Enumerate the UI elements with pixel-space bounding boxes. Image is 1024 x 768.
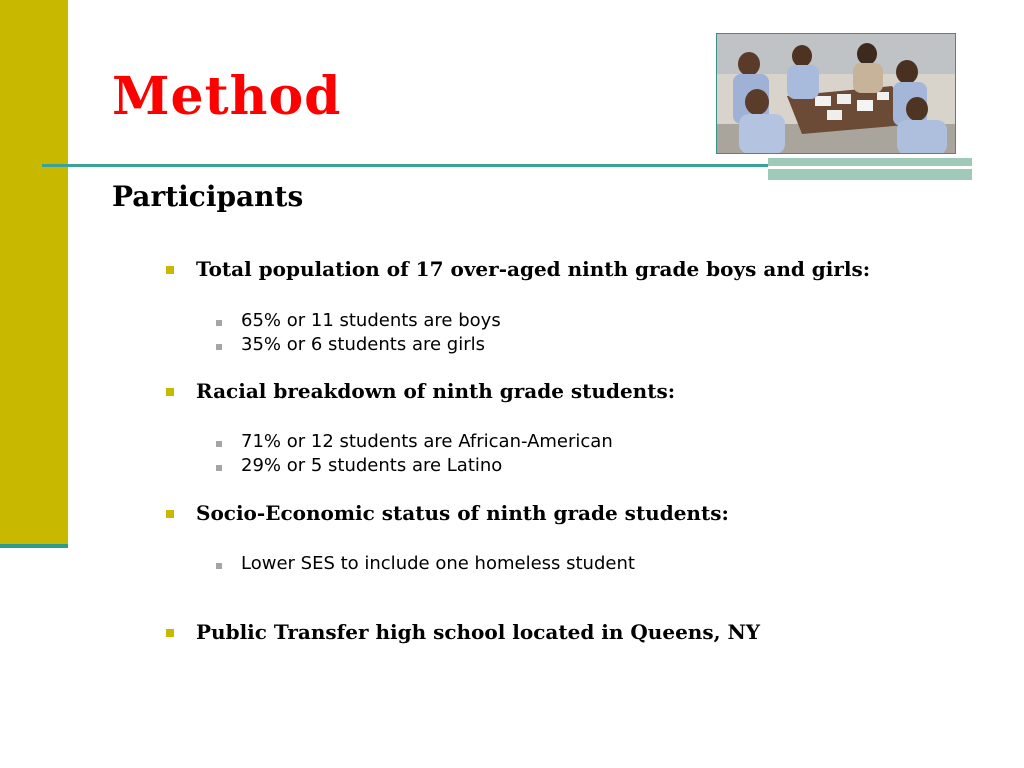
bullet-text: Socio-Economic status of ninth grade students: — [196, 501, 729, 525]
bullet-marker — [166, 266, 174, 274]
sub-bullet-text: 29% or 5 students are Latino — [241, 455, 503, 476]
left-accent-underline — [0, 544, 68, 548]
bullet-marker — [166, 629, 174, 637]
sub-bullet-text: 71% or 12 students are African-American — [241, 431, 613, 452]
sub-bullet-text: 65% or 11 students are boys — [241, 310, 501, 331]
sub-bullet-text: 35% or 6 students are girls — [241, 334, 485, 355]
students-group-photo-icon — [716, 33, 956, 154]
sub-bullet-marker — [216, 441, 222, 447]
bullet-text: Racial breakdown of ninth grade students: — [196, 379, 676, 403]
sub-bullet-marker — [216, 465, 222, 471]
left-accent-bar — [0, 0, 68, 545]
bullet-marker — [166, 388, 174, 396]
sub-bullet-marker — [216, 344, 222, 350]
sub-bullet-marker — [216, 320, 222, 326]
title-divider-block — [768, 158, 972, 180]
sub-bullet-text: Lower SES to include one homeless student — [241, 553, 635, 574]
bullet-text: Total population of 17 over-aged ninth grade boys and girls: — [196, 257, 871, 281]
slide-subtitle: Participants — [112, 180, 304, 213]
sub-bullet-marker — [216, 563, 222, 569]
bullet-text: Public Transfer high school located in Queens, NY — [196, 620, 761, 644]
bullet-marker — [166, 510, 174, 518]
slide-title: Method — [112, 66, 342, 127]
